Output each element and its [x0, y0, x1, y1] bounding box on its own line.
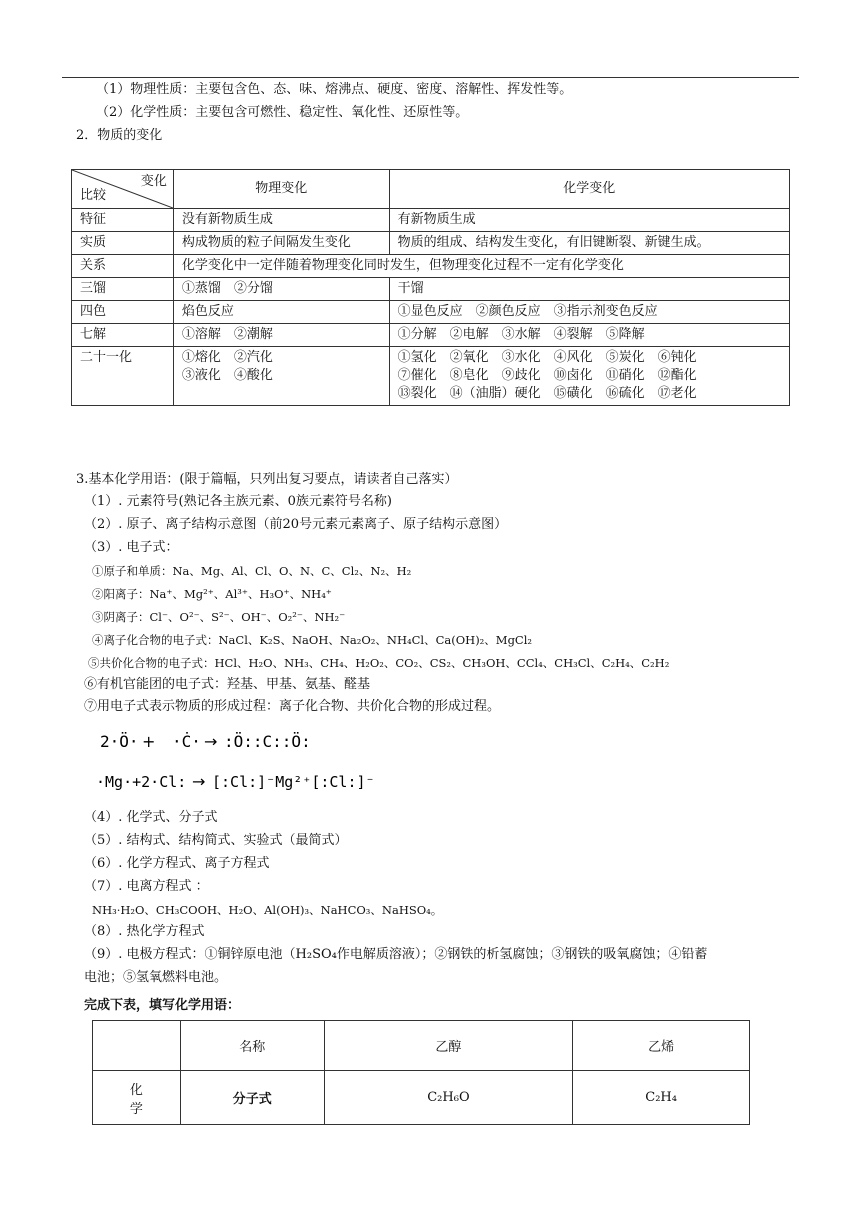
cell-line: ①熔化 ②汽化: [181, 350, 273, 365]
table-row: [72, 324, 790, 347]
text-line: （8）. 热化学方程式: [84, 924, 205, 939]
chemical-cell: ①显色反应 ②颜色反应 ③指示剂变色反应: [389, 301, 789, 324]
row-label: 七解: [72, 324, 174, 347]
table-row: [93, 1071, 750, 1125]
formula-arrow: →: [204, 732, 218, 751]
physical-cell: 没有新物质生成: [173, 209, 389, 232]
row-label: 特征: [72, 209, 174, 232]
corner-top-label: 变化: [140, 174, 167, 189]
text-line: （3）. 电子式：: [84, 540, 179, 555]
physical-cell: [173, 347, 389, 406]
text-line: （2）. 原子、离子结构示意图（前20号元素元素离子、原子结构示意图）: [84, 517, 508, 532]
row-label: 四色: [72, 301, 174, 324]
co2-formation-formula: [96, 724, 426, 760]
formula-reactant: ·Mg·+2·Cl:: [96, 773, 187, 791]
text-line: ⑥有机官能团的电子式：羟基、甲基、氨基、醛基: [84, 677, 371, 692]
table-row: [72, 301, 790, 324]
formula-product: [:Cl:]⁻Mg²⁺[:Cl:]⁻: [212, 773, 375, 791]
text-line: （9）. 电极方程式：①铜锌原电池（H₂SO₄作电解质溶液）；②钢铁的析氢腐蚀；③钢铁的吸氧腐蚀；④铅蓄: [84, 947, 708, 962]
cell-line: ⑬裂化 ⑭（油脂）硬化 ⑮磺化 ⑯硫化 ⑰老化: [397, 386, 697, 401]
text-line: （6）. 化学方程式、离子方程式: [84, 856, 270, 871]
text-line: ②阳离子：Na⁺、Mg²⁺、Al³⁺、H₃O⁺、NH₄⁺: [92, 587, 332, 601]
value-cell: C₂H₄: [573, 1071, 750, 1125]
row-label-char: 化: [129, 1082, 143, 1098]
physical-cell: ①溶解 ②潮解: [173, 324, 389, 347]
formula-reactant: ·Ċ·: [172, 732, 201, 751]
text-line: ⑦用电子式表示物质的形成过程：离子化合物、共价化合物的形成过程。: [84, 699, 501, 714]
chemical-cell: 干馏: [389, 278, 789, 301]
table-row: [72, 209, 790, 232]
value-cell: C₂H₆O: [324, 1071, 573, 1125]
physical-cell: 焰色反应: [173, 301, 389, 324]
exercise-heading: 完成下表，填写化学用语：: [84, 998, 241, 1013]
table-row: [72, 347, 790, 406]
section-heading: 3.基本化学用语：(限于篇幅，只列出复习要点，请读者自己落实）: [76, 472, 458, 487]
text-line: （1）. 元素符号(熟记各主族元素、0族元素符号名称): [84, 494, 392, 509]
row-label: 二十一化: [72, 347, 174, 406]
chemical-cell: 有新物质生成: [389, 209, 789, 232]
text-line: （5）. 结构式、结构简式、实验式（最简式）: [84, 833, 348, 848]
formula-reactant: 2·Ö·: [100, 732, 139, 751]
text-line: NH₃·H₂O、CH₃COOH、H₂O、Al(OH)₃、NaHCO₃、NaHSO₄。: [92, 903, 443, 917]
cell-line: ③液化 ④酸化: [181, 368, 273, 383]
header-rule: [62, 77, 799, 78]
chemical-cell: [389, 347, 789, 406]
chemical-cell: 物质的组成、结构发生变化，有旧键断裂、新键生成。: [389, 232, 789, 255]
row-label: 三馏: [72, 278, 174, 301]
cell-line: ①氢化 ②氧化 ③水化 ④风化 ⑤炭化 ⑥钝化: [397, 350, 697, 365]
text-line: ④离子化合物的电子式：NaCl、K₂S、NaOH、Na₂O₂、NH₄Cl、Ca(OH)₂、MgCl₂: [92, 633, 533, 647]
table-corner-cell: [72, 170, 174, 209]
text-line: （1）物理性质：主要包含色、态、味、熔沸点、硬度、密度、溶解性、挥发性等。: [96, 82, 573, 97]
column-header: 化学变化: [389, 170, 789, 209]
text-line: ⑤共价化合物的电子式：HCl、H₂O、NH₃、CH₄、H₂O₂、CO₂、CS₂、CH₃OH、CCl₄、CH₃Cl、C₂H₄、C₂H₂: [88, 656, 670, 670]
mgcl2-formation-formula: [96, 764, 426, 800]
formula-arrow: →: [192, 772, 206, 791]
text-line: （2）化学性质：主要包含可燃性、稳定性、氧化性、还原性等。: [96, 105, 469, 120]
text-line: （4）. 化学式、分子式: [84, 810, 218, 825]
cell-line: ⑦催化 ⑧皂化 ⑨歧化 ⑩卤化 ⑪硝化 ⑫酯化: [397, 368, 697, 383]
text-line: ③阴离子：Cl⁻、O²⁻、S²⁻、OH⁻、O₂²⁻、NH₂⁻: [92, 610, 346, 624]
column-header: 物理变化: [173, 170, 389, 209]
header-cell: 名称: [180, 1021, 324, 1071]
table-row: [72, 232, 790, 255]
physical-cell: ①蒸馏 ②分馏: [173, 278, 389, 301]
text-line: ①原子和单质：Na、Mg、Al、Cl、O、N、C、Cl₂、N₂、H₂: [92, 564, 412, 578]
header-cell: 乙醇: [324, 1021, 573, 1071]
term-cell: 分子式: [180, 1071, 324, 1125]
merged-cell: 化学变化中一定伴随着物理变化同时发生，但物理变化过程不一定有化学变化: [173, 255, 789, 278]
table-header-row: [93, 1021, 750, 1071]
formula-product: :Ö::C::Ö:: [224, 732, 311, 751]
row-label: 实质: [72, 232, 174, 255]
corner-bottom-label: 比较: [80, 188, 107, 203]
section-heading: 2．物质的变化: [76, 128, 163, 143]
header-cell: [93, 1021, 181, 1071]
row-label-char: 学: [129, 1101, 143, 1117]
matter-change-table: [71, 169, 790, 406]
chemical-terms-table: [92, 1020, 750, 1125]
text-line: （7）. 电离方程式 ：: [84, 879, 209, 894]
physical-cell: 构成物质的粒子间隔发生变化: [173, 232, 389, 255]
row-label: 关系: [72, 255, 174, 278]
chemical-cell: ①分解 ②电解 ③水解 ④裂解 ⑤降解: [389, 324, 789, 347]
text-line: 电池；⑤氢氧燃料电池。: [84, 970, 228, 985]
formula-plus: +: [142, 732, 156, 751]
row-label: [93, 1071, 181, 1125]
table-row: [72, 255, 790, 278]
table-row: [72, 278, 790, 301]
header-cell: 乙烯: [573, 1021, 750, 1071]
